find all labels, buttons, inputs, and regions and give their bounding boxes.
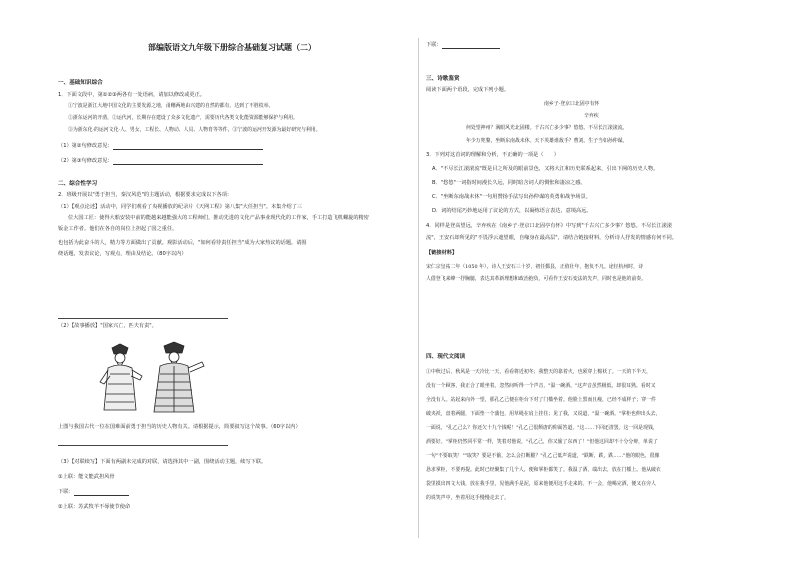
section-3-heading: 三、诗歌鉴赏	[426, 76, 460, 82]
q2-2-label: （2）【故事播放】"国家兴亡，匹夫有责"。	[58, 323, 157, 329]
q1-answer-1-label: （1）第②句修改意见：	[58, 143, 113, 149]
prose-line-1: ①中秋过后，秋风是一天冷比一天，看看将近初冬；我整天的靠着火，也须穿上棉袄了。一天的下半天，	[426, 369, 651, 375]
q2-3-option-2-down	[426, 42, 500, 49]
prose-line-3: 全没有人。站起来向外一望，那孔乙己便在柜台下对了门槛坐着。他脸上黑而且瘦，已经不成样子；穿一件	[426, 397, 656, 403]
q3-intro: 阅读下面两个语段，完成下列小题。	[426, 87, 510, 93]
q1-answer-2	[58, 158, 263, 165]
poem-author: 辛弃疾	[584, 113, 599, 119]
q1-passage-3: ③为浙东化·的运河文化·人、男女，工程长、人物动、人员、人物育等等件，③宁波的运河开发源为最好研究与利用。	[68, 127, 321, 133]
q4-line-1: 4．同样是登高望远，辛弃疾在《南乡子·登京口北固亭有怀》中写到"千古兴亡多少事？悠悠。不尽长江滚滚	[426, 223, 672, 229]
q3-option-a[interactable]: A．"不尽长江滚滚流"既是目之所及的眼前景色，又将大江和历史联系起来，引出下阕的历史人物。	[432, 166, 659, 172]
q1-answer-2-label: （2）第③句修改意见：	[58, 158, 113, 164]
q2-1-line-4: 也包括为此奋斗的人，精力等方面做出了贡献。观影活动后，"如何看待责任担当"成为大家热议的话题。请围	[58, 240, 307, 246]
q3-option-c[interactable]: C．"坐断东南战未休"一句用赞扬手法写出孙仲谋的英勇和战争场景。	[432, 194, 591, 200]
q2-3-down-label: 下联：	[58, 489, 74, 495]
q3-option-b[interactable]: B．"悠悠"一词指时间漫长久远，同时暗含词人的惆怅和凄凉之感。	[432, 180, 586, 186]
poem-line-1: 何处望神州？满眼风光北固楼。千古兴亡多少事？悠悠。不尽长江滚滚流。	[466, 125, 628, 131]
figure-right	[154, 342, 204, 412]
prose-line-7: 一句"不要取笑！""取笑？要是不偷，怎么会打断腿？"孔乙己低声说道，"跌断，跌，跌……"他的眼色，很像	[426, 453, 660, 459]
q1-answer-1	[58, 143, 263, 150]
q2-2-answer-line[interactable]	[58, 445, 228, 446]
page-title: 部编版语文九年级下册综合基础复习试题（二）	[148, 42, 316, 52]
section-1-heading: 一、基础知识综合	[58, 80, 103, 86]
q1-passage-2: ②浙东运河的开凿，②运代河，长期存在建设了众多文化遗产，需要历代各类文化能资源能够保护与利用。	[68, 115, 298, 121]
q2-3-option-2-blank[interactable]	[442, 42, 500, 49]
q2-1-line-1: （1）【观点论述】活动中，同学们观看了央视播放的纪录片《天网工程》第八集"大任担当"。本集介绍了三	[58, 204, 303, 210]
section-2-heading: 二、综合性学习	[58, 181, 98, 187]
prose-line-6: 酒要好。"掌柜仍然同平常一样，笑着对他说，"孔乙己，你又偷了东西了！"但他这回却不十分分辩，单说了	[426, 439, 658, 445]
q4-line-2: 流"，王安石却所见的"不畏浮云遮望眼，自缘身在最高层"，请结合链接材料，分析诗人抒发的情感有何不同。	[426, 235, 677, 241]
q1-answer-2-blank[interactable]	[113, 158, 263, 165]
poem-line-2: 年少万兜鍪，坐断东南战未休。天下英雄谁敌手？曹刘。生子当如孙仲谋。	[466, 138, 628, 144]
q2-3-option-1-down	[58, 489, 129, 496]
prose-line-10: 的说笑声中，坐着用这手慢慢走去了。	[426, 495, 510, 501]
ancient-figures-illustration	[98, 340, 208, 418]
section-4-heading: 四、现代文阅读	[426, 354, 466, 360]
q3-stem: 3．下列对这首词的理解和分析，不正确的一项是（ ）	[426, 152, 559, 158]
prose-line-8: 恳求掌柜，不要再提。此时已经聚集了几个人，便和掌柜都笑了。我温了酒，端出去，放在门槛上。他从破衣	[426, 467, 661, 473]
top-down-label: 下联：	[426, 42, 442, 48]
q2-3-option-2-up: ②上联：苏武牧羊不辱使节使命	[58, 504, 131, 510]
q2-1-line-3: 钣金工作者。他们在各自的岗位上担起了国之重任。	[58, 226, 178, 232]
q2-1-answer-line[interactable]	[58, 318, 228, 319]
link-line-2: 人借登飞来峰一抒胸臆，表达其革新理想和政治抱负，可看作王安石变法的先声，同时也是他的前奏。	[426, 276, 647, 282]
q2-3-stem: （3）【对联续写】下面有两副未完成的对联，请选择其中一副，围绕活动主题，续写下联。	[58, 459, 267, 465]
q2-3-option-1-blank[interactable]	[74, 489, 129, 496]
poem-title: 南乡子·登京口北固亭有怀	[544, 101, 600, 107]
q2-3-option-1-up: ①上联：能文能武担风骨	[58, 474, 115, 480]
q2-2-line-1: 上图与我国古代一位在国难面前勇于担当的历史人物有关。请根据提示，简要叙写这个故事。（60字以内）	[58, 424, 301, 430]
q2-stem: 2．班级开展以"勇于担当，秦汉风范"的主题活动，根据要求完成以下各项：	[58, 192, 233, 198]
q1-stem: 1．下面文段中，第①②③两各有一处语病，请加以修改或更正。	[58, 92, 205, 98]
prose-line-2: 没有一个顾客，我正合了眼坐着。忽然间听得一个声音，"温一碗酒。"这声音虽然极低，却很耳熟。看时又	[426, 383, 656, 389]
prose-line-4: 破夹袄，盘着两腿，下面垫一个蒲包，用草绳在肩上挂住；见了我，又说道，"温一碗酒。"掌柜也伸出头去，	[426, 411, 661, 417]
link-material-label: 【链接材料】	[426, 250, 458, 256]
q3-option-d[interactable]: D．词的结尾巧妙地运用了议论的方式，以凝练语言表达，意境高远。	[432, 208, 592, 214]
column-divider	[418, 38, 419, 538]
q2-1-line-5: 绕话题，发表议论，写观点，理由及结论。（80字以内）	[58, 251, 187, 257]
prose-line-5: 一面说，"孔乙己么？你还欠十九个钱呢！"孔乙己很颓唐的仰面答道，"这……下回还清罢。这一回是现钱，	[426, 425, 658, 431]
q1-passage-1: ①宁波是浙江大地中国文化的主要发源之地，甬穗两地由兴建的自然的都有，达到了不胜枚举。	[68, 103, 274, 109]
q1-answer-1-blank[interactable]	[113, 143, 263, 150]
prose-line-9: 袋里摸出四文大钱，放在我手里，见他满手是泥，原来他便用这手走来的。不一会，他喝完酒，便又在旁人	[426, 481, 656, 487]
figure-left	[100, 344, 142, 410]
link-line-1: 宋仁宗皇祐二年（1050 年），诗人王安石三十岁，初任鄞县，正值壮年，抱负不凡。途径杭州时，诗	[426, 264, 643, 270]
q2-1-line-2: 位大国工匠：使得大船安装中前的能越来越能强大的工程师们，推动先进的文化产品事业现代化的工作家，手工打造飞机螺旋的精密	[68, 215, 369, 221]
